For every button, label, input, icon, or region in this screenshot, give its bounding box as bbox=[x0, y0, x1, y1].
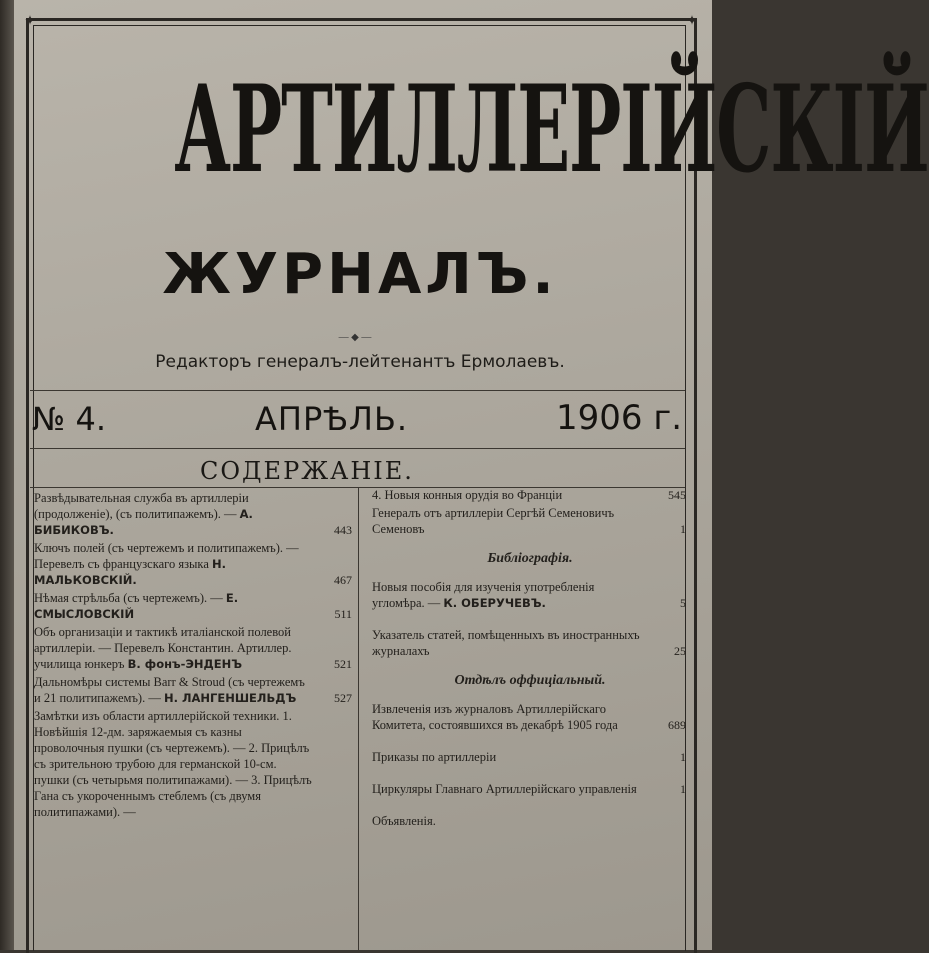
toc-entry-author: Е. СМЫСЛОВСКІЙ bbox=[34, 591, 239, 621]
toc-entry-page: 545 bbox=[668, 488, 686, 502]
toc-entry-text: Указатель статей, помѣщенныхъ въ иностранныхъ журналахъ bbox=[372, 628, 640, 658]
toc-entry-text: Развѣдывательная служба въ артиллеріи (продолженіе), (съ политипажемъ). — bbox=[34, 491, 249, 521]
book-binding-edge bbox=[0, 0, 14, 950]
contents-heading: СОДЕРЖАНІЕ. bbox=[200, 457, 414, 485]
toc-entry-text: Объ организаціи и тактикѣ италіанской полевой артиллеріи. — Перевелъ Константин. Артиллер. училища юнкеръ bbox=[34, 625, 292, 671]
toc-entry-author: К. ОБЕРУЧЕВЪ. bbox=[443, 596, 546, 610]
toc-entry-page: 689 bbox=[668, 718, 686, 732]
toc-entry-page: 511 bbox=[334, 607, 352, 621]
toc-entry bbox=[372, 749, 688, 765]
toc-entry bbox=[372, 781, 688, 797]
toc-entry-text: Генералъ отъ артиллеріи Сергѣй Семеновичъ Семеновъ bbox=[372, 506, 615, 536]
toc-entry bbox=[34, 590, 354, 622]
bibliography-heading: Библіографія. bbox=[487, 551, 573, 566]
toc-entry bbox=[372, 505, 688, 537]
toc-entry-author: Н. ЛАНГЕНШЕЛЬДЪ bbox=[163, 691, 297, 705]
corner-ornament-icon: ✦ bbox=[686, 14, 698, 29]
toc-entry-page: 443 bbox=[334, 523, 352, 537]
toc-entry bbox=[372, 813, 688, 829]
toc-entry-text: Извлеченія изъ журналовъ Артиллерійскаго Комитета, состоявшихся въ декабрѣ 1905 года bbox=[372, 702, 618, 732]
toc-entry-text: 4. Новыя конныя орудія во Франціи bbox=[372, 488, 563, 502]
toc-entry-author: А. БИБИКОВЪ. bbox=[34, 507, 253, 537]
toc-entry bbox=[34, 708, 354, 820]
toc-entry-page: 1 bbox=[680, 782, 686, 796]
toc-entry bbox=[372, 627, 688, 659]
toc-entry-text: Объявленія. bbox=[372, 814, 436, 828]
toc-entry bbox=[372, 701, 688, 733]
toc-entry-page: 467 bbox=[334, 573, 352, 587]
toc-entry-text: Новыя пособія для изученія употребленія угломѣра. — bbox=[372, 580, 595, 610]
issue-month: АПРѢЛЬ. bbox=[255, 400, 409, 438]
toc-entry-text: Нѣмая стрѣльба (съ чертежемъ). — bbox=[34, 591, 223, 605]
toc-entry bbox=[34, 624, 354, 672]
toc-entry-author: Н. МАЛЬКОВСКІЙ. bbox=[34, 557, 226, 587]
toc-entry bbox=[34, 540, 354, 588]
contents-left-column bbox=[34, 490, 354, 822]
header-rule-top bbox=[30, 390, 685, 391]
column-divider bbox=[358, 488, 359, 950]
corner-ornament-icon: ✦ bbox=[24, 14, 36, 29]
toc-entry-text: Дальномѣры системы Barr & Stroud (съ чертежемъ и 21 политипажемъ). — bbox=[34, 675, 305, 705]
issue-number: № 4. bbox=[32, 400, 106, 438]
journal-subtitle: ЖУРНАЛЪ. bbox=[162, 242, 558, 307]
journal-title: АРТИЛЛЕРІЙСКІЙ bbox=[174, 59, 929, 200]
header-rule-bottom bbox=[30, 448, 685, 449]
toc-entry-text: Приказы по артиллеріи bbox=[372, 750, 497, 764]
toc-entry bbox=[372, 579, 688, 611]
official-section-heading: Отдѣлъ оффиціальный. bbox=[454, 673, 606, 688]
toc-entry-page: 5 bbox=[680, 596, 686, 610]
contents-right-column bbox=[372, 487, 688, 831]
toc-entry bbox=[372, 487, 688, 503]
toc-entry-text: Замѣтки изъ области артиллерійской техники. 1. Новѣйшія 12-дм. заряжаемыя съ казны проволочныя пушки (съ чертежемъ). — 2. Прицѣлъ съ зрительною трубою для германской 10-см. пушки (съ четырьмя политипажами). — 3. Прицѣлъ Гана съ укороченнымъ стеблемъ (съ двумя политипажами). — bbox=[34, 709, 312, 819]
toc-entry-page: 527 bbox=[334, 691, 352, 705]
toc-entry bbox=[34, 674, 354, 706]
divider-ornament-icon: — ◆ — bbox=[338, 332, 372, 343]
toc-entry-page: 1 bbox=[680, 522, 686, 536]
issue-year: 1906 г. bbox=[556, 398, 683, 438]
toc-entry-text: Ключъ полей (съ чертежемъ и политипажемъ). — Перевелъ съ французскаго языка bbox=[34, 541, 299, 571]
toc-entry-page: 521 bbox=[334, 657, 352, 671]
toc-entry-author: В. фонъ-ЭНДЕНЪ bbox=[127, 657, 243, 671]
toc-entry-page: 1 bbox=[680, 750, 686, 764]
toc-entry-text: Циркуляры Главнаго Артиллерійскаго управленія bbox=[372, 782, 637, 796]
toc-entry-page: 25 bbox=[674, 644, 686, 658]
toc-entry bbox=[34, 490, 354, 538]
editor-line: Редакторъ генералъ-лейтенантъ Ермолаевъ. bbox=[155, 352, 565, 372]
